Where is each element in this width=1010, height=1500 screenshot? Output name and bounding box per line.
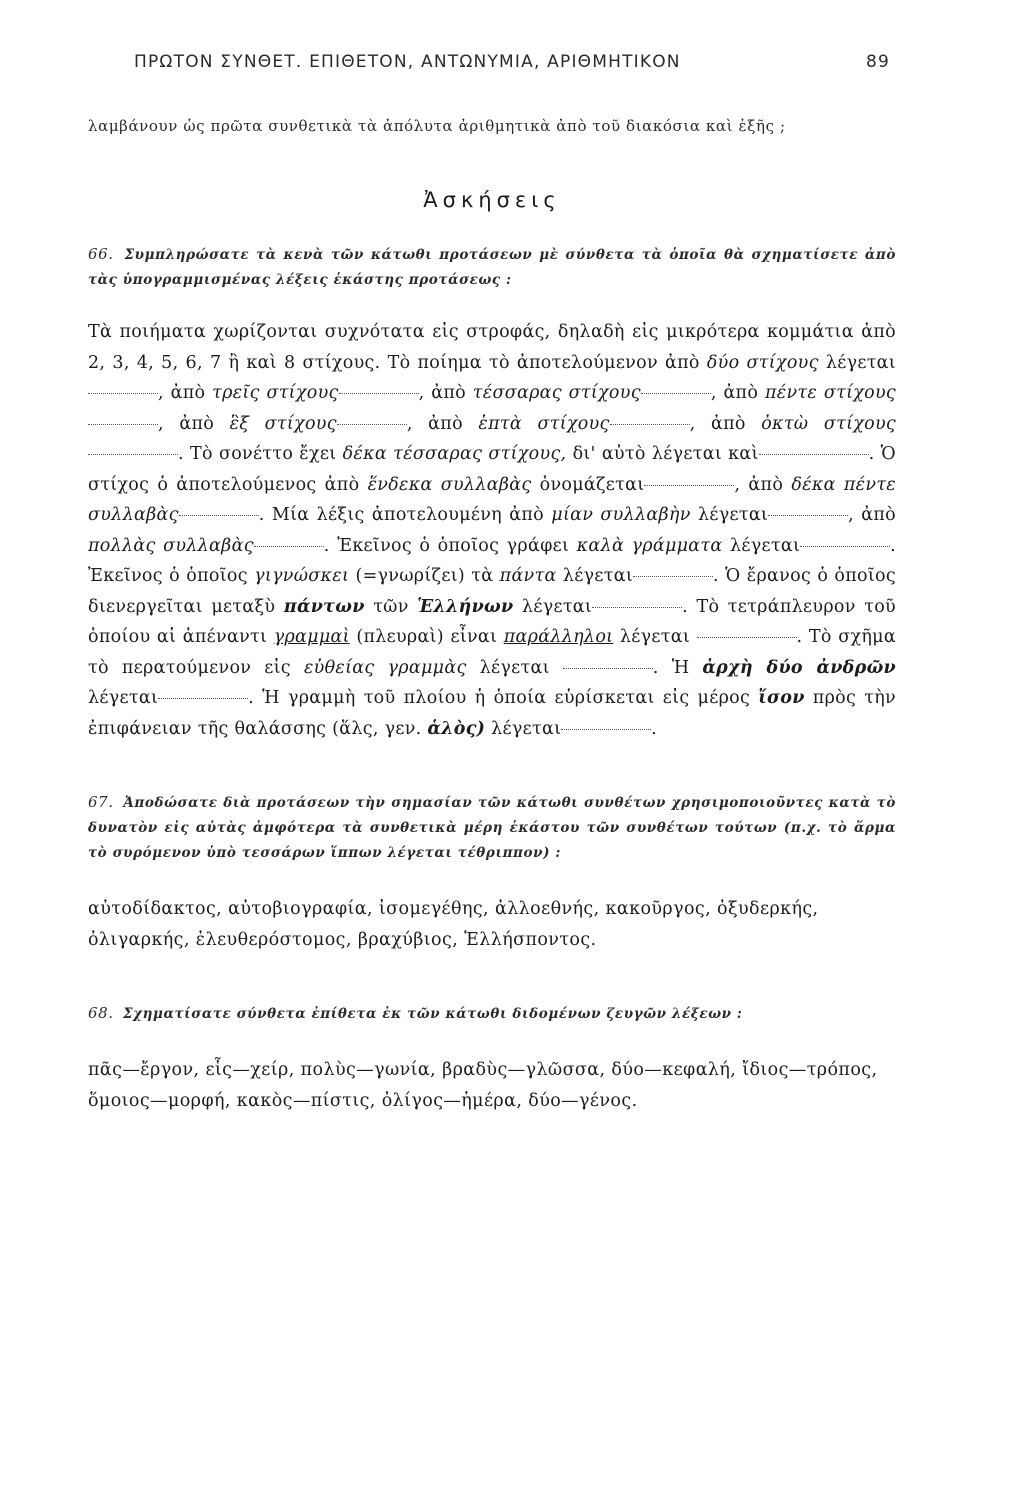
underlined-word: καλὰ γράμματα	[576, 535, 723, 556]
section-title: Ἀσκήσεις	[423, 188, 561, 212]
underlined-word: πάντων	[283, 596, 365, 617]
underlined-word: γραμμαὶ	[273, 627, 350, 647]
text-fragment: δι' αὐτὸ λέγεται καὶ	[572, 444, 759, 464]
text-fragment: λέγεται	[491, 718, 562, 739]
page-number: 89	[865, 52, 890, 72]
exercise-68-instruction-text: Σχηματίσατε σύνθετα ἐπίθετα ἐκ τῶν κάτωθι διδομένων ζευγῶν λέξεων :	[122, 1006, 743, 1022]
text-fragment: Τὸ τετράπλευρον τοῦ ὁποίου αἱ ἀπέναντι	[88, 596, 896, 647]
text-fragment: Ἐκεῖνος ὁ ὁποῖος γράφει	[337, 535, 570, 556]
underlined-word: ἀρχὴ δύο ἀνδρῶν	[702, 657, 896, 678]
underlined-word: ἁλὸς)	[427, 718, 486, 739]
blank-line	[254, 545, 324, 547]
blank-line	[158, 697, 248, 699]
blank-line	[563, 667, 653, 669]
running-head	[134, 52, 890, 72]
blank-line	[697, 636, 797, 638]
exercise-67-word-list: αὐτοδίδακτος, αὐτοβιογραφία, ἰσομεγέθης, ἀλλοεθνής, κακοῦργος, ὀξυδερκής, ὀλιγαρκής, ἐλευθερόστομος, βραχύβιος, Ἑλλήσποντος.	[88, 899, 819, 950]
blank-line	[644, 484, 734, 486]
exercise-68-instruction	[88, 1001, 896, 1027]
underlined-word: μίαν συλλαβὴν	[551, 505, 691, 525]
page	[88, 52, 896, 1116]
blank-line	[592, 606, 682, 608]
blank-line	[610, 423, 690, 425]
text-fragment: (πλευραὶ) εἶναι	[356, 627, 498, 647]
blank-line	[179, 514, 259, 516]
exercise-67-instruction	[88, 790, 896, 866]
underlined-word: Ἑλλήνων	[417, 596, 514, 617]
text-fragment: Ὁ ἔρανος ὁ ὁποῖος διενεργεῖται μεταξὺ	[88, 566, 896, 617]
text-fragment: Ἡ	[671, 657, 690, 678]
underlined-word: δέκα τέσσαρας στίχους,	[342, 444, 567, 464]
underlined-word: ἴσον	[758, 688, 805, 708]
underlined-word: δέκα πέντε συλλαβὰς	[88, 474, 896, 525]
intro-paragraph: λαμβάνουν ὡς πρῶτα συνθετικὰ τὰ ἀπόλυτα ἀριθμητικὰ ἀπὸ τοῦ διακόσια καὶ ἑξῆς ;	[88, 117, 786, 135]
text-fragment: Ἐκεῖνος ὁ ὁποῖος	[88, 566, 248, 586]
blank-line	[561, 728, 651, 730]
text-fragment: πρὸς τὴν ἐπιφάνειαν τῆς θαλάσσης (ἅλς, γεν.	[88, 688, 896, 739]
text-fragment: Τὸ σονέττο ἔχει	[190, 444, 337, 464]
exercise-66-instruction-text: Συμπληρώσατε τὰ κενὰ τῶν κάτωθι προτάσεων μὲ σύνθετα τὰ ὁποῖα θὰ σχηματίσετε ἀπὸ τὰς ὑπογραμμισμένας λέξεις ἑκάστης προτάσεως :	[88, 247, 896, 288]
underlined-word: παράλληλοι	[503, 627, 614, 647]
blank-line	[800, 545, 890, 547]
blank-line	[88, 392, 158, 394]
exercise-66-text: Τὰ ποιήματα χωρίζονται συχνότατα εἰς στροφάς, δηλαδὴ εἰς μικρότερα κομμάτια ἀπὸ 2, 3, 4, 5, 6, 7 ἢ καὶ 8 στίχους. Τὸ ποίημα τὸ ἀποτελούμενον ἀπὸ δύο στίχους λέγεται, ἀπὸ τρεῖς στίχους , ἀπὸ τέσσαρας στίχους , ἀπὸ πέντε στίχους, ἀπὸ ἓξ στίχους , ἀπὸ ἑπτὰ στίχους , ἀπὸ ὀκτὼ στίχους. Τὸ σονέττο ἔχει δέκα τέσσαρας στίχους, δι' αὐτὸ λέγεται καὶ . Ὁ στίχος ὁ ἀποτελούμενος ἀπὸ ἕνδεκα συλλαβὰς ὀνομάζεται , ἀπὸ δέκα πέντε συλλαβὰς . Μία λέξις ἀποτελουμένη ἀπὸ μίαν συλλαβὴν λέγεται , ἀπὸ πολλὰς συλλαβὰς . Ἐκεῖνος ὁ ὁποῖος γράφει καλὰ γράμματα λέγεται . Ἐκεῖνος ὁ ὁποῖος γιγνώσκει (=γνωρίζει) τὰ πάντα λέγεται . Ὁ ἔρανος ὁ ὁποῖος διενεργεῖται μεταξὺ πάντων τῶν Ἑλλήνων λέγεται . Τὸ τετράπλευρον τοῦ ὁποίου αἱ ἀπέναντι γραμμαὶ (πλευραὶ) εἶναι παράλληλοι λέγεται . Τὸ σχῆμα τὸ περατούμενον εἰς εὐθείας γραμμὰς λέγεται . Ἡ ἀρχὴ δύο ἀνδρῶν λέγεται . Ἡ γραμμὴ τοῦ πλοίου ἡ ὁποία εὑρίσκεται εἰς μέρος ἴσον πρὸς τὴν ἐπιφάνειαν τῆς θαλάσσης (ἅλς, γεν. ἁλὸς) λέγεται .	[88, 322, 897, 739]
underlined-word: ἑπτὰ στίχους	[478, 413, 610, 434]
exercise-66-number: 66.	[88, 245, 114, 263]
underlined-word: ἕνδεκα συλλαβὰς	[367, 474, 532, 495]
text-fragment: Ὁ στίχος ὁ ἀποτελούμενος ἀπὸ	[88, 444, 896, 495]
exercise-68-number: 68.	[88, 1004, 114, 1022]
underlined-word: γιγνώσκει	[254, 566, 350, 586]
underlined-word: τέσσαρας στίχους	[472, 383, 641, 403]
blank-line	[759, 453, 869, 455]
text-fragment: Ἡ γραμμὴ τοῦ πλοίου ἡ ὁποία εὑρίσκεται εἰς μέρος	[262, 688, 751, 708]
blank-line	[339, 392, 419, 394]
blank-line	[88, 453, 178, 455]
text-fragment: Μία λέξις ἀποτελουμένη ἀπὸ	[271, 505, 544, 525]
underlined-word: εὐθείας γραμμὰς	[303, 657, 467, 678]
text-fragment: Τὰ ποιήματα χωρίζονται συχνότατα εἰς στροφάς, δηλαδὴ εἰς μικρότερα κομμάτια ἀπὸ 2, 3, 4, 5, 6, 7 ἢ καὶ 8 στίχους. Τὸ ποίημα τὸ ἀποτελούμενον ἀπὸ	[88, 322, 896, 373]
blank-line	[768, 514, 848, 516]
blank-line	[641, 392, 711, 394]
exercise-68-word-list: πᾶς—ἔργον, εἷς—χείρ, πολὺς—γωνία, βραδὺς—γλῶσσα, δύο—κεφαλή, ἴδιος—τρόπος, ὅμοιος—μορφή, κακὸς—πίστις, ὀλίγος—ἡμέρα, δύο—γένος.	[88, 1060, 878, 1111]
underlined-word: πέντε στίχους	[764, 383, 897, 403]
text-fragment: τῶν	[373, 596, 409, 617]
underlined-word: ἓξ στίχους	[229, 413, 337, 434]
exercise-66-instruction	[88, 242, 896, 293]
blank-line	[337, 423, 407, 425]
text-fragment: λέγεται	[825, 352, 896, 373]
underlined-word: δύο στίχους	[706, 352, 819, 373]
blank-line	[88, 423, 158, 425]
blank-line	[633, 575, 713, 577]
text-fragment: Τὸ σχῆμα τὸ περατούμενον εἰς	[88, 627, 896, 678]
chapter-title: ΠΡΩΤΟΝ ΣΥΝΘΕΤ. ΕΠΙΘΕΤΟΝ, ΑΝΤΩΝΥΜΙΑ, ΑΡΙΘΜΗΤΙΚΟΝ	[134, 52, 681, 72]
exercise-67-number: 67.	[88, 793, 114, 811]
underlined-word: πολλὰς συλλαβὰς	[88, 535, 254, 556]
text-fragment: , ἀπὸ	[158, 383, 206, 403]
exercise-67-instruction-text: Ἀποδώσατε διὰ προτάσεων τὴν σημασίαν τῶν κάτωθι συνθέτων χρησιμοποιοῦντες κατὰ τὸ δυνατὸν εἰς αὐτὰς ἀμφότερα τὰ συνθετικὰ μέρη ἑκάστου τῶν συνθέτων τούτων (π.χ. τὸ ἅρμα τὸ συρόμενον ὑπὸ τεσσάρων ἵππων λέγεται τέθριππον) :	[88, 795, 896, 861]
text-fragment: ὀνομάζεται	[539, 474, 645, 495]
underlined-word: πάντα	[499, 566, 557, 586]
underlined-word: τρεῖς στίχους	[212, 383, 339, 403]
underlined-word: ὀκτὼ στίχους	[761, 413, 897, 434]
text-fragment: (=γνωρίζει) τὰ	[355, 566, 494, 586]
